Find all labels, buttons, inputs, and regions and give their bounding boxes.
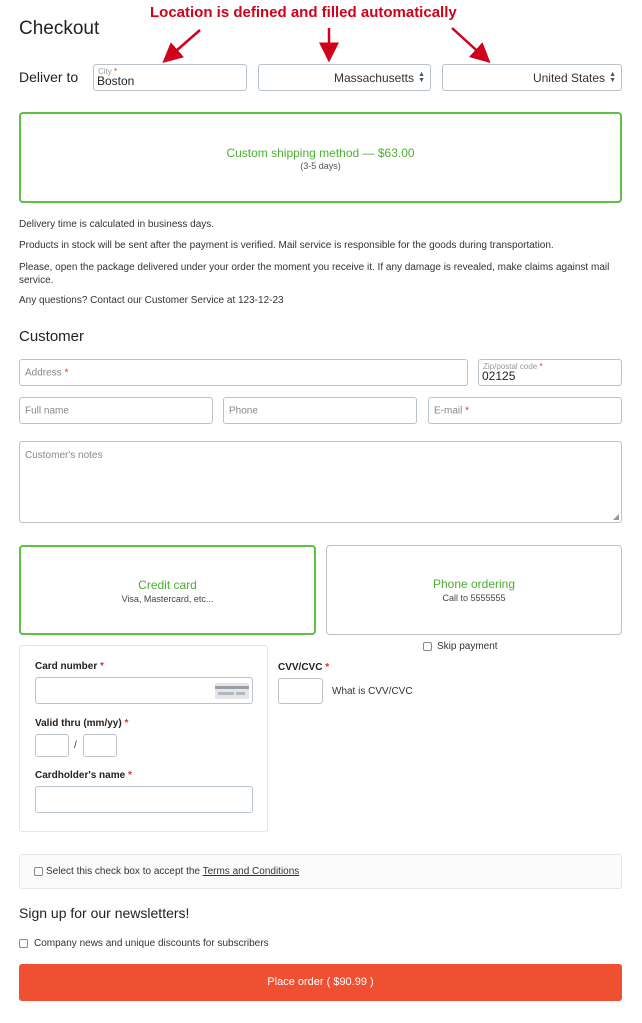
cvv-help-link[interactable]: What is CVV/CVC <box>332 686 413 697</box>
select-arrows-icon: ▲ ▼ <box>418 70 425 84</box>
resize-handle-icon[interactable]: ◢ <box>612 512 619 521</box>
info-stock: Products in stock will be sent after the payment is verified. Mail service is responsible for the goods during transportation. <box>19 240 554 251</box>
phone-input[interactable] <box>223 397 417 424</box>
email-placeholder: E-mail * <box>434 405 470 416</box>
arrow-to-city <box>168 30 200 58</box>
annotation-text: Location is defined and filled automatically <box>150 4 457 21</box>
zip-input[interactable] <box>478 359 622 386</box>
terms-checkbox[interactable] <box>34 867 43 876</box>
select-arrows-icon: ▲ ▼ <box>609 70 616 84</box>
newsletter-checkbox[interactable] <box>19 939 28 948</box>
expiry-month-input[interactable] <box>35 734 69 757</box>
email-input[interactable] <box>428 397 622 424</box>
expiry-slash: / <box>74 740 77 751</box>
card-number-label: Card number * <box>35 661 104 672</box>
zip-value: 02125 <box>482 369 516 383</box>
info-package-cont: service. <box>19 275 54 286</box>
customer-notes-textarea[interactable] <box>19 441 622 523</box>
fullname-input[interactable] <box>19 397 213 424</box>
city-label: City * <box>98 67 118 76</box>
deliver-to-label: Deliver to <box>19 69 79 85</box>
phone-ordering-sub: Call to 5555555 <box>442 593 506 603</box>
skip-payment-checkbox[interactable] <box>423 642 432 651</box>
shipping-method-title: Custom shipping method — $63.00 <box>226 146 415 160</box>
expiry-year-input[interactable] <box>83 734 117 757</box>
state-value: Massachusetts <box>333 70 414 85</box>
card-number-input[interactable] <box>35 677 253 704</box>
cvv-label: CVV/CVC * <box>278 662 330 673</box>
skip-payment-label[interactable]: Skip payment <box>437 641 498 652</box>
country-select[interactable] <box>442 64 622 91</box>
address-input[interactable] <box>19 359 468 386</box>
credit-card-title: Credit card <box>138 578 197 592</box>
terms-link[interactable]: Terms and Conditions <box>202 866 300 877</box>
cvv-input[interactable] <box>278 678 323 704</box>
cardholder-label: Cardholder's name * <box>35 770 132 781</box>
newsletter-label[interactable]: Company news and unique discounts for subscribers <box>34 938 269 949</box>
zip-label: Zip/postal code * <box>483 362 543 371</box>
state-select[interactable] <box>258 64 431 91</box>
info-contact: Any questions? Contact our Customer Service at 123-12-23 <box>19 295 284 306</box>
cardholder-input[interactable] <box>35 786 253 813</box>
place-order-button[interactable] <box>19 964 622 1001</box>
annotation-arrows <box>0 0 642 70</box>
city-value: Boston <box>97 74 135 88</box>
shipping-method-option[interactable] <box>19 112 622 203</box>
newsletter-heading: Sign up for our newsletters! <box>19 905 190 921</box>
payment-option-phone[interactable] <box>326 545 622 635</box>
info-delivery-time: Delivery time is calculated in business days. <box>19 219 215 230</box>
arrow-to-country <box>452 28 485 58</box>
place-order-label: Place order ( $90.99 ) <box>267 976 374 988</box>
payment-option-credit-card[interactable] <box>19 545 316 635</box>
phone-ordering-title: Phone ordering <box>432 577 516 591</box>
credit-card-sub: Visa, Mastercard, etc... <box>121 594 214 604</box>
notes-placeholder: Customer's notes <box>25 450 103 461</box>
terms-label: Select this check box to accept the Terms and Conditions <box>46 866 300 877</box>
phone-placeholder: Phone <box>229 405 258 416</box>
page-title: Checkout <box>19 18 100 39</box>
shipping-duration: (3-5 days) <box>300 161 341 171</box>
country-value: United States <box>532 70 605 85</box>
valid-thru-label: Valid thru (mm/yy) * <box>35 718 129 729</box>
info-package: Please, open the package delivered under your order the moment you receive it. If any damage is revealed, make claims against mail <box>19 262 610 273</box>
city-field[interactable] <box>93 64 247 91</box>
address-placeholder: Address * <box>25 367 69 378</box>
card-icon <box>215 683 249 699</box>
fullname-placeholder: Full name <box>25 405 69 416</box>
customer-heading: Customer <box>19 328 85 345</box>
